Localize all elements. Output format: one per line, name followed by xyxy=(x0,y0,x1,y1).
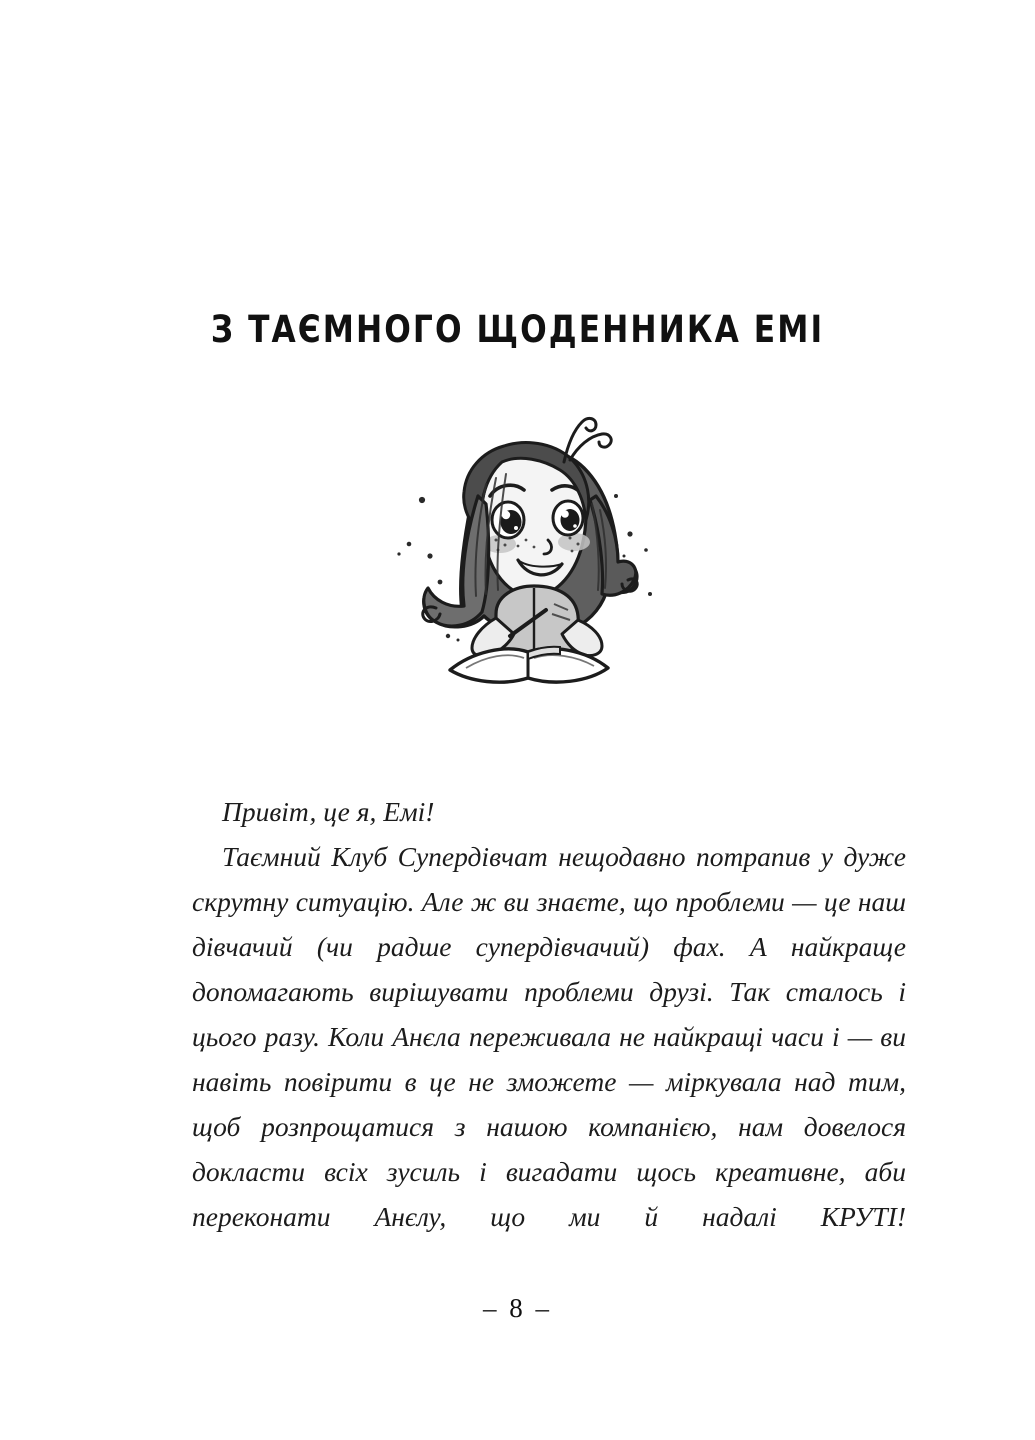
page-number: – 8 – xyxy=(483,1293,552,1323)
greeting-line: Привіт, це я, Емі! xyxy=(222,796,435,827)
body-text-block xyxy=(192,789,906,1284)
intro-paragraph: Таємний Клуб Супердівчат нещодавно потрапив у дуже скрутну ситуацію. Але ж ви знаєте, що проблеми — це наш дівчачий (чи радше супердівчачий) фах. А найкраще допомагають вирішувати проблеми друзі. Так сталось і цього разу. Коли Анєла переживала не найкращі часи і — ви навіть повірити в це не зможете — міркувала над тим, щоб розпрощатися з нашою компанією, нам довелося докласти всіх зусиль і вигадати щось креативне, аби переконати Анєлу, що ми й надалі КРУТІ! xyxy=(192,841,906,1232)
antenna-hair-icon xyxy=(564,418,611,462)
chapter-illustration xyxy=(378,404,668,689)
page-title: З ТАЄМНОГО ЩОДЕННИКА ЕМІ xyxy=(210,307,825,351)
